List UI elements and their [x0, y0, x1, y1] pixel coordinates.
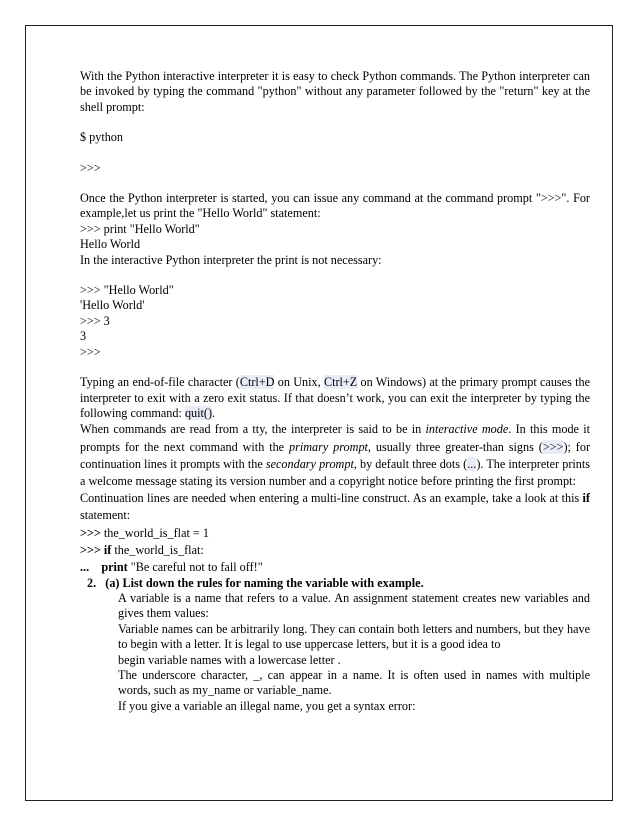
- code-line: 3: [80, 329, 87, 344]
- command-prompt-paragraph: Once the Python interpreter is started, you can issue any command at the command prompt ">>>". For example,let us print the "Hello World" statement:: [80, 191, 590, 221]
- ctrl-z-keys: Ctrl+Z: [323, 375, 358, 390]
- q2-body-line: begin variable names with a lowercase letter .: [118, 652, 341, 667]
- code-if: >>> if the_world_is_flat:: [80, 542, 204, 557]
- document-body: [80, 69, 590, 714]
- q2-body-line: A variable is a name that refers to a value. An assignment statement creates new variables and gives them values:: [118, 590, 590, 621]
- gt-signs: >>>: [542, 439, 564, 454]
- continuation-paragraph: Continuation lines are needed when entering a multi-line construct. As an example, take a look at this if statement:: [80, 491, 590, 523]
- primary-prompt-term: primary prompt: [288, 439, 368, 454]
- eof-paragraph: Typing an end-of-file character (Ctrl+D on Unix, Ctrl+Z on Windows) at the primary prompt causes the interpreter to exit with a zero exit status. If that doesn’t work, you can exit the interpreter by typing the following command: quit().: [80, 375, 591, 420]
- interactive-note: In the interactive Python interpreter the print is not necessary:: [80, 252, 382, 267]
- shell-command: $ python: [80, 130, 123, 145]
- tty-paragraph: When commands are read from a tty, the interpreter is said to be in interactive mode. In this mode it prompts for the next command with the primary prompt, usually three greater-than signs (>>>); for continuation lines it prompts with the secondary prompt, by default three dots (...). The interpreter prints a welcome message stating its version number and a copyright notice before printing the first prompt:: [80, 422, 590, 488]
- code-line: >>> "Hello World": [80, 283, 174, 298]
- if-keyword: if: [582, 491, 590, 506]
- q2-body-line: The underscore character, _, can appear in a name. It is often used in names with multiple words, such as my_name or variable_name.: [118, 667, 590, 698]
- code-print-warning: ... print "Be careful not to fall off!": [80, 559, 263, 574]
- code-line: >>>: [80, 344, 101, 359]
- quit-command: quit(): [184, 405, 213, 420]
- three-dots: ...: [467, 456, 477, 471]
- interactive-mode-term: interactive mode: [425, 422, 509, 437]
- code-assign: >>> the_world_is_flat = 1: [80, 525, 209, 540]
- code-output-hello: Hello World: [80, 237, 141, 252]
- q2-body-line: If you give a variable an illegal name, you get a syntax error:: [118, 698, 416, 713]
- ctrl-d-keys: Ctrl+D: [239, 375, 275, 390]
- python-prompt: >>>: [80, 160, 101, 175]
- q2-body-line: Variable names can be arbitrarily long. They can contain both letters and numbers, but they have to begin with a letter. It is legal to use uppercase letters, but it is a good idea to: [118, 621, 590, 652]
- secondary-prompt-term: secondary prompt: [265, 456, 354, 471]
- code-line: 'Hello World': [80, 298, 145, 313]
- question-2a-heading: 2. (a) List down the rules for naming the variable with example.: [87, 575, 424, 590]
- intro-paragraph: With the Python interactive interpreter it is easy to check Python commands. The Python interpreter can be invoked by typing the command "python" without any parameter followed by the "return" key at the shell prompt:: [80, 69, 590, 114]
- code-print-hello: >>> print "Hello World": [80, 221, 200, 236]
- code-line: >>> 3: [80, 313, 110, 328]
